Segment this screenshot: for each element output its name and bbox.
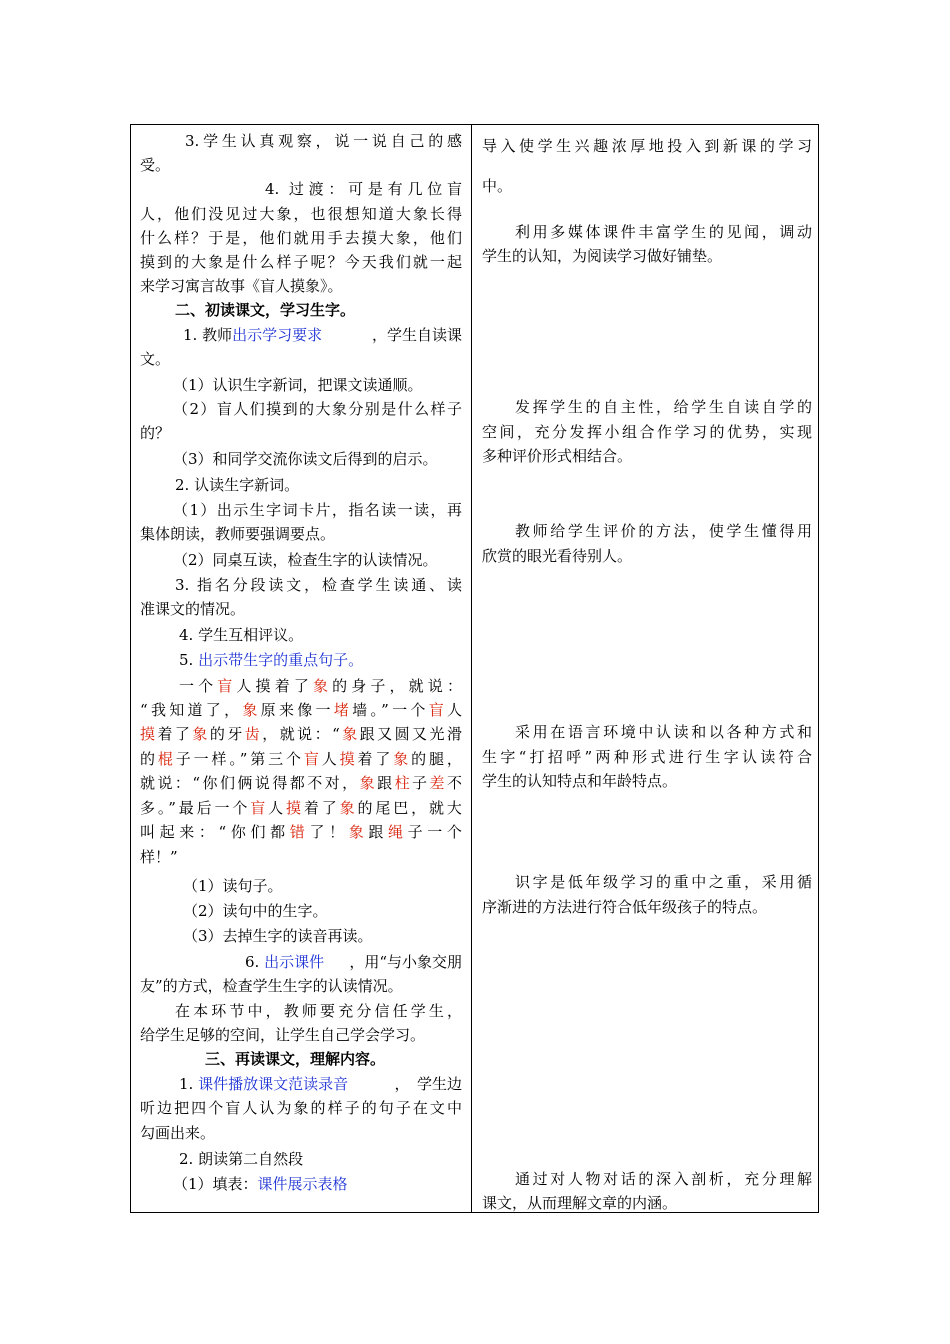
highlight-char: 摸 (339, 750, 358, 768)
text-segment: ，用“与小象交朋 (349, 953, 462, 971)
text-line: 发挥学生的自主性，给学生自读自学的 (515, 398, 812, 416)
link-text: 出示课件 (264, 953, 325, 971)
highlight-char: 摸 (286, 799, 304, 817)
highlight-char: 盲 (217, 677, 237, 695)
link-text: 课件播放课文范读录音 (198, 1075, 349, 1093)
highlight-char: 绳 (388, 823, 408, 841)
text-segment: 人 (321, 750, 340, 768)
text-line (245, 950, 462, 974)
highlight-char: 摸 (140, 725, 158, 743)
text-segment: 跟 (377, 774, 395, 792)
highlight-char: 柱 (394, 774, 413, 792)
text-line: 来学习寓言故事《盲人摸象》。 (140, 277, 343, 295)
text-segment: 着了 (357, 750, 394, 768)
text-segment: “我知道了， (140, 701, 243, 719)
text-line: 中。 (482, 177, 513, 195)
text-line: 4. 过渡：可是有几位盲 (265, 180, 462, 198)
text-line: 的？ (140, 424, 171, 442)
text-line: 准课文的情况。 (140, 600, 246, 618)
text-segment: 子 (412, 774, 430, 792)
text-line: 学生的认知特点和年龄特点。 (482, 772, 678, 790)
text-line: 多种评价形式相结合。 (482, 447, 633, 465)
text-line: （3）和同学交流你读文后得到的启示。 (173, 450, 438, 468)
link-text: 课件展示表格 (257, 1175, 348, 1193)
text-segment: 1. (179, 1075, 199, 1093)
highlight-char: 盲 (250, 799, 269, 817)
text-line: 2. 朗读第二自然段 (179, 1150, 304, 1168)
text-line: 欣赏的眼光看待别人。 (482, 547, 633, 565)
text-segment: 就说：“你们俩说得都不对， (140, 774, 360, 792)
text-segment: （1）填表： (173, 1175, 258, 1193)
text-line (179, 1072, 462, 1096)
text-segment: 子一个 (407, 823, 462, 841)
link-text: 出示学习要求 (232, 326, 323, 344)
text-segment: 跟 (368, 823, 388, 841)
text-segment: 的身子，就说： (332, 677, 462, 695)
lesson-plan-table (130, 124, 819, 1213)
text-line: （1）出示生字词卡片，指名读一读，再 (173, 501, 462, 519)
text-line: 3. 指名分段读文，检查学生读通、读 (175, 576, 462, 594)
text-line: （2）同桌互读，检查生字的认读情况。 (173, 551, 438, 569)
text-line: 教师给学生评价的方法，使学生懂得用 (515, 522, 812, 540)
text-line (179, 648, 501, 672)
text-line: 受。 (140, 156, 171, 174)
link-text: 出示带生字的重点句子。 (198, 651, 364, 669)
text-segment: 跟又圆又光滑 (359, 725, 462, 743)
quote-line (140, 771, 462, 795)
text-line: 2. 认读生字新词。 (175, 476, 300, 494)
text-line (173, 1172, 495, 1196)
text-line: （2）盲人们摸到的大象分别是什么样子 (173, 400, 462, 418)
text-line (183, 323, 462, 347)
text-line: 识字是低年级学习的重中之重，采用循 (515, 873, 812, 891)
text-line: 4. 学生互相评议。 (179, 626, 304, 644)
highlight-char: 齿 (244, 725, 263, 743)
text-segment: 人 (447, 701, 463, 719)
text-line: 3.学生认真观察，说一说自己的感 (185, 132, 462, 150)
text-segment: 6. (245, 953, 265, 971)
highlight-char: 棍 (157, 750, 176, 768)
quote-line (140, 747, 462, 771)
highlight-char: 象 (339, 799, 358, 817)
text-segment: 的牙 (209, 725, 245, 743)
highlight-char: 象 (348, 823, 369, 841)
text-line: 听边把四个盲人认为象的样子的句子在文中 (140, 1099, 462, 1117)
text-line: 给学生足够的空间，让学生自己学会学习。 (140, 1026, 426, 1044)
text-line: 采用在语言环境中认读和以各种方式和 (515, 723, 812, 741)
highlight-char: 象 (242, 701, 261, 719)
text-segment: 的尾巴，就大 (357, 799, 462, 817)
highlight-char: 象 (312, 677, 333, 695)
text-segment: 的 (140, 750, 158, 768)
highlight-char: 差 (429, 774, 447, 792)
text-line: 利用多媒体课件丰富学生的见闻，调动 (515, 223, 812, 241)
quote-line: 样！” (140, 848, 178, 866)
text-line: 课文，从而理解文章的内涵。 (482, 1194, 678, 1212)
text-segment: 着了 (303, 799, 340, 817)
text-segment: 原来像一 (260, 701, 334, 719)
text-segment: 着了 (157, 725, 193, 743)
text-line: 什么样？于是，他们就用手去摸大象，他们 (140, 229, 462, 247)
text-segment: 墙。”一个 (352, 701, 429, 719)
section-heading: 三、再读课文，理解内容。 (205, 1050, 386, 1068)
text-segment: ，就说：“ (262, 725, 340, 743)
text-segment: 1. 教师 (183, 326, 233, 344)
text-line: 人，他们没见过大象，也很想知道大象长得 (140, 205, 462, 223)
text-line: 文。 (140, 350, 171, 368)
text-line: 友”的方式，检查学生生字的认读情况。 (140, 977, 403, 995)
text-line: （3）去掉生字的读音再读。 (183, 927, 373, 945)
highlight-char: 堵 (333, 701, 353, 719)
quote-line (140, 820, 462, 844)
highlight-char: 象 (359, 774, 378, 792)
text-line: 集体朗读，教师要强调要点。 (140, 525, 336, 543)
text-segment: ，学生自读课 (371, 326, 462, 344)
quote-line (140, 796, 462, 820)
text-segment: 叫起来：“你们都 (140, 823, 290, 841)
highlight-char: 错 (289, 823, 310, 841)
highlight-char: 盲 (428, 701, 447, 719)
text-line: 通过对人物对话的深入剖析，充分理解 (515, 1170, 812, 1188)
text-segment: ， 学生边 (394, 1075, 462, 1093)
text-segment: 不 (446, 774, 462, 792)
highlight-char: 象 (393, 750, 412, 768)
text-line: 在本环节中，教师要充分信任学生， (175, 1002, 462, 1020)
text-line: 生字“打招呼”两种形式进行生字认读符合 (482, 748, 812, 766)
text-segment: 人摸着了 (236, 677, 313, 695)
text-line: 导入使学生兴趣浓厚地投入到新课的学习 (482, 137, 812, 155)
highlight-char: 象 (339, 725, 360, 743)
quote-line (140, 698, 462, 722)
text-segment: 5. (179, 651, 199, 669)
text-segment: 一个 (179, 677, 218, 695)
text-line: 勾画出来。 (140, 1124, 216, 1142)
text-segment: 人 (268, 799, 287, 817)
text-line: （1）认识生字新词，把课文读通顺。 (173, 376, 423, 394)
text-line: 摸到的大象是什么样子呢？今天我们就一起 (140, 253, 462, 271)
text-segment: 多。”最后一个 (140, 799, 251, 817)
text-line: 序渐进的方法进行符合低年级孩子的特点。 (482, 898, 768, 916)
quote-line (140, 722, 462, 746)
highlight-char: 象 (192, 725, 210, 743)
text-segment: 的腿， (411, 750, 462, 768)
text-line: 空间，充分发挥小组合作学习的优势，实现 (482, 423, 812, 441)
section-heading: 二、初读课文，学习生字。 (175, 301, 356, 319)
text-line: （1）读句子。 (183, 877, 283, 895)
quote-line (179, 674, 462, 698)
text-segment: 子一样。”第三个 (175, 750, 304, 768)
highlight-char: 盲 (303, 750, 322, 768)
text-line: 学生的认知，为阅读学习做好铺垫。 (482, 247, 723, 265)
text-line: （2）读句中的生字。 (183, 902, 328, 920)
text-segment: 了！ (309, 823, 349, 841)
